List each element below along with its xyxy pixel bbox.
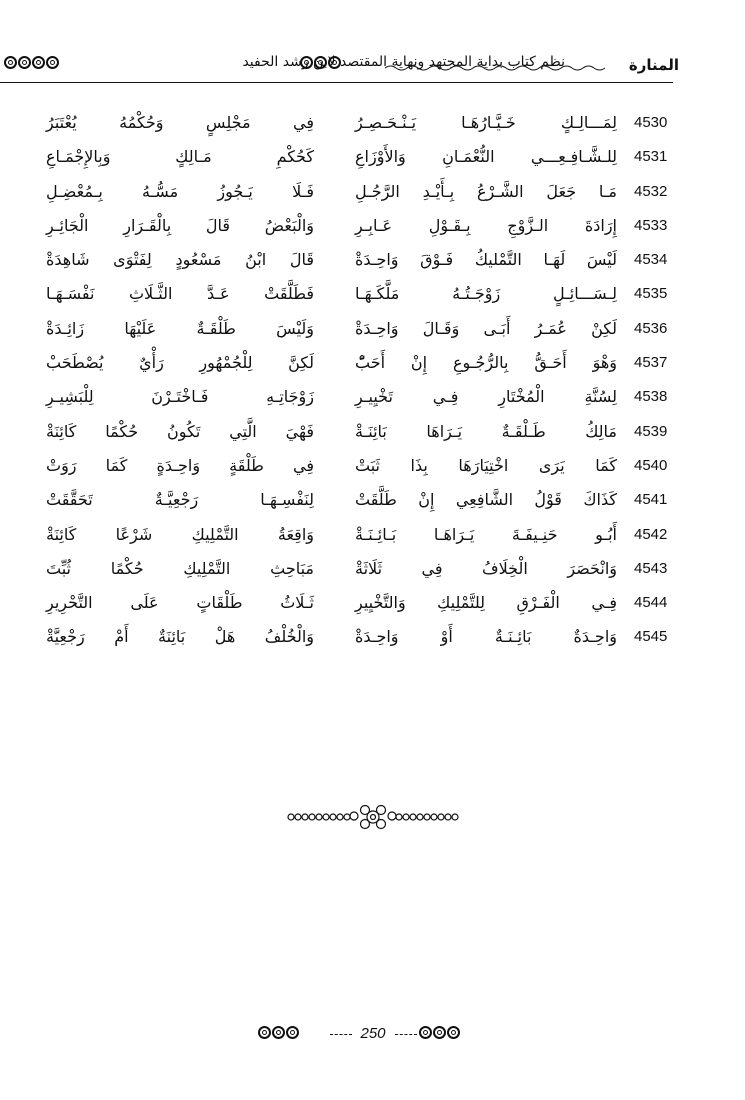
knot-ornament-icon bbox=[272, 1026, 285, 1039]
second-hemistich: لِنَفْسِـهَـا رَجْعِيَّـةٌ تَحَقَّقَتْ bbox=[46, 490, 314, 510]
verse-row bbox=[0, 520, 745, 554]
footer-ornament-right bbox=[419, 1026, 460, 1039]
knot-ornament-icon bbox=[18, 56, 31, 69]
second-hemistich: وَالْخُلْفُ هَلْ بَائِنَةٌ أَمْ رَجْعِيَّةْ bbox=[46, 627, 314, 647]
second-hemistich: فِي طَلْقَةٍ وَاحِـدَةٍ كَمَا رَوَتْ bbox=[46, 455, 314, 475]
first-hemistich: كَذَاكَ قَوْلُ الشَّافِعِي إِنْ طَلَّقَتْ bbox=[355, 490, 617, 510]
verse-number: 4542 bbox=[634, 525, 668, 543]
verse-number: 4538 bbox=[634, 388, 668, 406]
knot-ornament-icon bbox=[258, 1026, 271, 1039]
first-hemistich: وَاحِـدَةٌ بَائِـنَـةٌ أَوْ وَاحِـدَةْ bbox=[355, 627, 617, 647]
header-subtitle: نظم كتاب بداية المجتهد ونهاية المقتصد لابن رشد الحفيد bbox=[242, 54, 565, 70]
page-header bbox=[0, 48, 745, 88]
first-hemistich: فِـي الْفَـرْقِ لِلتَّمْلِيكِ وَالتَّخْيِيرِ bbox=[355, 593, 617, 613]
chain-divider-ornament bbox=[285, 802, 461, 832]
verse-number: 4540 bbox=[634, 456, 668, 474]
knot-ornament-icon bbox=[46, 56, 59, 69]
second-hemistich: قَالَ ابْنُ مَسْعُودٍ لِفَتْوَى شَاهِدَةْ bbox=[46, 250, 314, 270]
second-hemistich: وَالْبَعْضُ قَالَ بِالْقَـرَارِ الْجَائِـرِ bbox=[46, 215, 314, 235]
verse-row bbox=[0, 108, 745, 142]
verse-row bbox=[0, 485, 745, 519]
second-hemistich: فَطَلَّقَتْ عَـدَّ الثَّـلَاثِ نَفْسَـهَـا bbox=[46, 284, 314, 304]
first-hemistich: لِلـشَّـافِـعِـــي النُّعْمَـانِ وَالأَوْزَاعِ bbox=[355, 147, 617, 167]
first-hemistich: لِمَـــالِـكٍ خَـيَّـارُهَـا يَـنْـحَـصِـرُ bbox=[355, 113, 617, 132]
verse-number: 4531 bbox=[634, 148, 668, 166]
verse-row bbox=[0, 177, 745, 211]
verse-row bbox=[0, 622, 745, 656]
knot-ornament-icon bbox=[32, 56, 45, 69]
second-hemistich: ثَـلَاثُ طَلْقَاتٍ عَلَى التَّحْرِيرِ bbox=[46, 593, 314, 613]
verse-number: 4535 bbox=[634, 285, 668, 303]
wavy-line-ornament bbox=[385, 64, 607, 72]
header-ornament-left bbox=[4, 56, 59, 69]
verse-row bbox=[0, 142, 745, 176]
second-hemistich: لَكِنَّ لِلْجُمْهُورِ رَأْيٌ يُصْطَحَبْ bbox=[46, 353, 314, 373]
page-footer bbox=[0, 1022, 745, 1046]
footer-dash-right bbox=[395, 1034, 417, 1035]
first-hemistich: لِـسَـــائِـلٍ زَوْجَـتُـهُ مَلَّكَـهَـا bbox=[355, 284, 617, 304]
verse-list bbox=[0, 108, 745, 657]
knot-ornament-icon bbox=[4, 56, 17, 69]
verse-number: 4539 bbox=[634, 422, 668, 440]
book-title: المنارة bbox=[628, 56, 679, 74]
verse-number: 4533 bbox=[634, 216, 668, 234]
verse-row bbox=[0, 314, 745, 348]
verse-row bbox=[0, 211, 745, 245]
first-hemistich: وَهْوَ أَحَـقُّ بِالرُّجُـوعِ إِنْ أَحَبّْ bbox=[355, 353, 617, 373]
footer-ornament-left bbox=[258, 1026, 299, 1039]
page-number: 250 bbox=[360, 1025, 386, 1042]
verse-row bbox=[0, 279, 745, 313]
first-hemistich: لَكِنْ عُمَـرُ أَبَـى وَقَـالَ وَاحِـدَةْ bbox=[355, 318, 617, 338]
first-hemistich: مَالِكُ طَـلْقَـةٌ يَـرَاهَا بَائِنَـةْ bbox=[355, 421, 617, 441]
verse-number: 4532 bbox=[634, 182, 668, 200]
verse-row bbox=[0, 382, 745, 416]
second-hemistich: فِي مَجْلِسٍ وَحُكْمُهُ يُعْتَبَرُ bbox=[46, 113, 314, 132]
verse-row bbox=[0, 417, 745, 451]
second-hemistich: مَبَاحِثِ التَّمْلِيكِ حُكْمًا ثُبِّتَ bbox=[46, 558, 314, 578]
second-hemistich: كَحُكْمِ مَـالِكٍ وَبِالإِجْمَـاعِ bbox=[46, 147, 314, 167]
verse-number: 4544 bbox=[634, 594, 668, 612]
first-hemistich: وَانْحَصَرَ الْخِلَافُ فِي ثَلَاثَةْ bbox=[355, 558, 617, 578]
knot-ornament-icon bbox=[447, 1026, 460, 1039]
verse-number: 4545 bbox=[634, 628, 668, 646]
footer-dash-left bbox=[330, 1034, 352, 1035]
header-rule bbox=[0, 82, 673, 83]
verse-row bbox=[0, 245, 745, 279]
second-hemistich: فَهْيَ الَّتِي تَكُونُ حُكْمًا كَائِنَةْ bbox=[46, 421, 314, 441]
second-hemistich: فَـلَا يَـجُوزُ مَسُّـهُ بِـمُعْضِـلِ bbox=[46, 181, 314, 201]
verse-row bbox=[0, 588, 745, 622]
knot-ornament-icon bbox=[286, 1026, 299, 1039]
verse-row bbox=[0, 451, 745, 485]
first-hemistich: إِرَادَةَ الـزَّوْجِ بِـقَـوْلِ عَـابِـرِ bbox=[355, 215, 617, 235]
first-hemistich: كَمَا يَرَى اخْتِيَارَهَا بِذَا ثَبَتْ bbox=[355, 455, 617, 475]
verse-row bbox=[0, 348, 745, 382]
knot-ornament-icon bbox=[433, 1026, 446, 1039]
verse-number: 4537 bbox=[634, 354, 668, 372]
second-hemistich: وَلَيْسَ طَلْقَـةٌ عَلَيْهَا زَائِـدَةْ bbox=[46, 318, 314, 338]
second-hemistich: زَوْجَاتِـهِ فَـاخْتَـرْنَ لِلْبَشِيـرِ bbox=[46, 387, 314, 407]
verse-row bbox=[0, 554, 745, 588]
verse-number: 4543 bbox=[634, 559, 668, 577]
verse-number: 4541 bbox=[634, 491, 668, 509]
verse-number: 4536 bbox=[634, 319, 668, 337]
first-hemistich: مَـا جَعَلَ الشَّـرْعُ بِـأَيْـدِ الرَّجُـلِ bbox=[355, 181, 617, 201]
verse-number: 4530 bbox=[634, 114, 668, 131]
knot-ornament-icon bbox=[419, 1026, 432, 1039]
first-hemistich: لَيْسَ لَهَـا التَّمْليكُ فَـوْقَ وَاحِـدَةْ bbox=[355, 250, 617, 270]
first-hemistich: أَبُـو حَنِـيفَـةَ يَـرَاهَـا بَـائِـنَـةْ bbox=[355, 524, 617, 544]
first-hemistich: لِسُنَّةِ الْمُخْتَارِ فِـي تَخْيِيـرِ bbox=[355, 387, 617, 407]
second-hemistich: وَاقِعَةُ التَّمْلِيكِ شَرْعًا كَائِنَةْ bbox=[46, 524, 314, 544]
verse-number: 4534 bbox=[634, 251, 668, 269]
